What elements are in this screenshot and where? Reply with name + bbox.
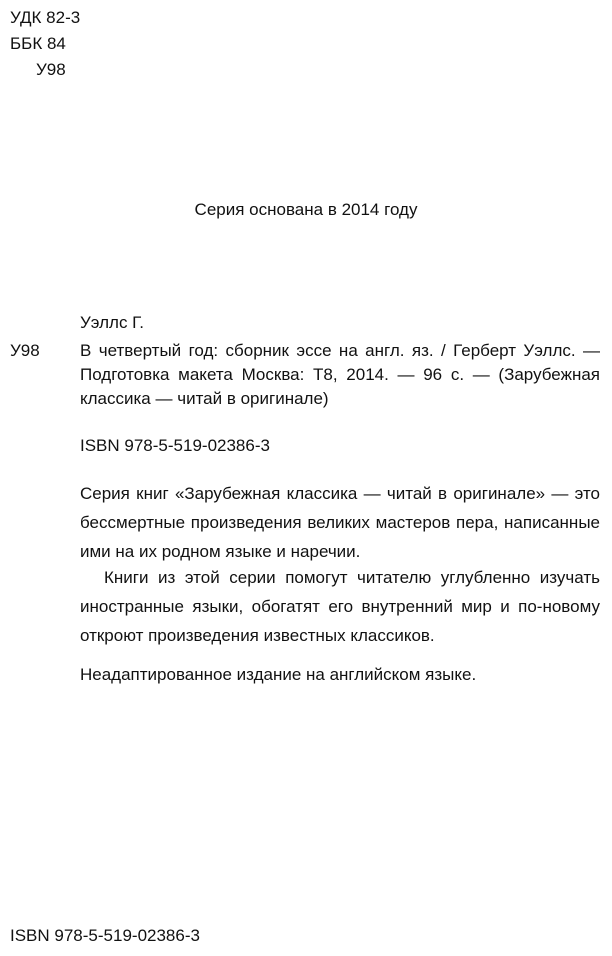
bibliographic-code: У98 <box>10 341 40 360</box>
annotation-paragraph-2 <box>80 569 600 656</box>
annotation-line: иностранные языки, обогатят его внутренний мир и по-новому <box>80 597 600 616</box>
annotation-line: бессмертные произведения великих мастеров пера, написанные <box>80 513 600 532</box>
bibliographic-description <box>80 342 600 414</box>
isbn-bottom: ISBN 978-5-519-02386-3 <box>10 926 200 945</box>
annotation-line: Серия книг «Зарубежная классика — читай в оригинале» — это <box>80 484 600 503</box>
annotation-line: откроют произведения известных классиков. <box>80 626 435 645</box>
bibliographic-line: В четвертый год: сборник эссе на англ. яз. / Герберт Уэллс. — <box>80 341 600 360</box>
annotation-line: Книги из этой серии помогут читателю углубленно изучать <box>104 568 600 587</box>
author-name: Уэллс Г. <box>80 313 145 332</box>
bbk-code: ББК 84 <box>10 34 66 53</box>
udk-code: УДК 82-3 <box>10 8 81 27</box>
bibliographic-line: классика — читай в оригинале) <box>80 389 329 408</box>
series-founded-note: Серия основана в 2014 году <box>194 200 418 219</box>
bibliographic-line: Подготовка макета Москва: Т8, 2014. — 96 с. — (Зарубежная <box>80 365 600 384</box>
isbn-main: ISBN 978-5-519-02386-3 <box>80 436 270 455</box>
annotation-paragraph-1 <box>80 485 600 572</box>
author-sign: У98 <box>36 60 66 79</box>
edition-note: Неадаптированное издание на английском языке. <box>80 665 477 684</box>
annotation-line: ими на их родном языке и наречии. <box>80 542 361 561</box>
